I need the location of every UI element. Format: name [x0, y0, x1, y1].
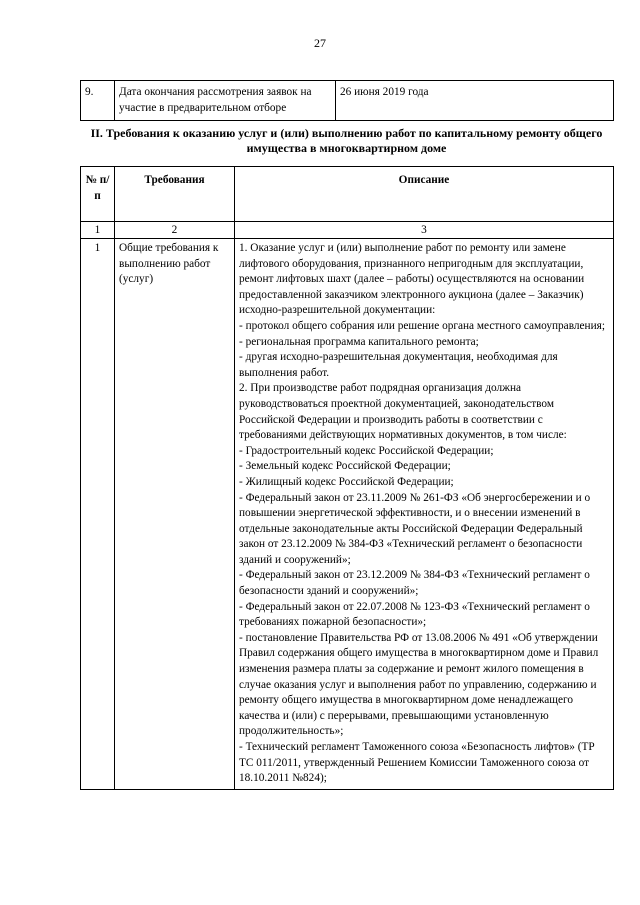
description-paragraph: - Федеральный закон от 23.11.2009 № 261-ФЗ «Об энергосбережении и о повышении энергетической эффективности, и о внесении изменений в отдельные законодательные акты Российской Федерации Федеральный закон от 23.12.2009 № 384-ФЗ «Технический регламент о безопасности зданий и сооружений»; [239, 491, 591, 566]
header-requirements: Требования [115, 167, 235, 222]
description-paragraph: - протокол общего собрания или решение органа местного самоуправления; [239, 319, 605, 332]
requirements-table [80, 166, 614, 790]
column-number: 1 [81, 222, 115, 239]
row-number: 9. [81, 81, 115, 121]
description-paragraph: - Жилищный кодекс Российской Федерации; [239, 475, 454, 488]
description-paragraph: - Федеральный закон от 22.07.2008 № 123-ФЗ «Технический регламент о требованиях пожарной безопасности»; [239, 600, 590, 629]
description-paragraph: - Градостроительный кодекс Российской Федерации; [239, 444, 494, 457]
row-requirement: Общие требования к выполнению работ (услуг) [115, 239, 235, 790]
description-paragraph: - Технический регламент Таможенного союза «Безопасность лифтов» (ТР ТС 011/2011, утвержденный Решением Комиссии Таможенного союза от 18.10.2011 №824); [239, 741, 595, 785]
row-label: Дата окончания рассмотрения заявок на участие в предварительном отборе [115, 81, 336, 121]
description-paragraph: - региональная программа капитального ремонта; [239, 335, 479, 348]
header-description: Описание [235, 167, 614, 222]
deadline-table [80, 80, 614, 121]
description-paragraph: - Федеральный закон от 23.12.2009 № 384-ФЗ «Технический регламент о безопасности зданий и сооружений»; [239, 569, 590, 598]
description-paragraph: - постановление Правительства РФ от 13.08.2006 № 491 «Об утверждении Правил содержания общего имущества в многоквартирном доме и Правил изменения размера платы за содержание и ремонт жилого помещения в случае оказания услуг и выполнения работ по управлению, содержанию и ремонту общего имущества в многоквартирном доме ненадлежащего качества и (или) с перерывами, превышающими установленную продолжительность»; [239, 631, 599, 738]
description-paragraph: 2. При производстве работ подрядная организация должна руководствоваться проектной документацией, законодательством Российской Федерации и производить работы в соответствии с требованиями действующих нормативных документов, в том числе: [239, 382, 567, 442]
description-paragraph: - Земельный кодекс Российской Федерации; [239, 460, 451, 473]
table-row [81, 239, 614, 790]
column-number: 2 [115, 222, 235, 239]
description-paragraph: 1. Оказание услуг и (или) выполнение работ по ремонту или замене лифтового оборудования, признанного непригодным для эксплуатации, ремонт лифтовых шахт (далее – работы) осуществляются на основании предоставленной заказчиком электронного аукциона (далее – Заказчик) исходно-разрешительной документации: [239, 242, 585, 317]
table-header-row [81, 167, 614, 222]
table-row [81, 81, 614, 121]
row-value: 26 июня 2019 года [336, 81, 614, 121]
column-number-row [81, 222, 614, 239]
column-number: 3 [235, 222, 614, 239]
row-number: 1 [81, 239, 115, 790]
row-description [235, 239, 614, 790]
description-paragraph: - другая исходно-разрешительная документация, необходимая для выполнения работ. [239, 351, 558, 379]
section-title: II. Требования к оказанию услуг и (или) выполнению работ по капитальному ремонту общего имущества в многоквартирном доме [90, 126, 603, 155]
page-number: 27 [314, 36, 326, 50]
header-number: № п/п [81, 167, 115, 222]
